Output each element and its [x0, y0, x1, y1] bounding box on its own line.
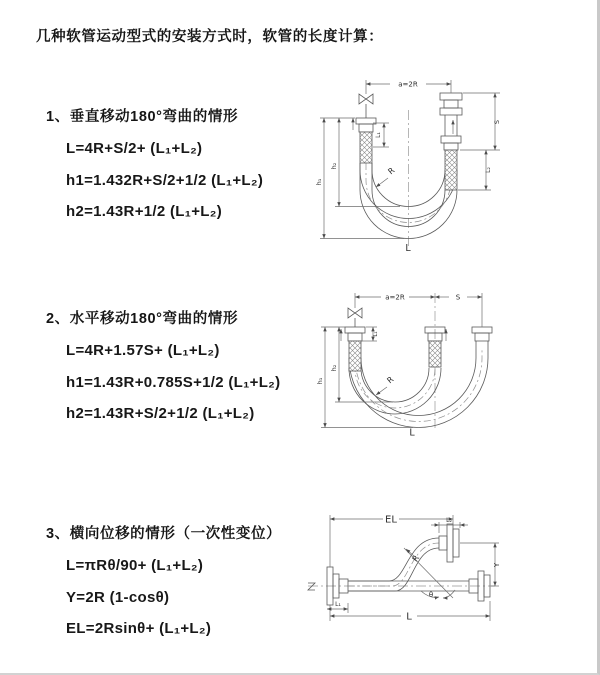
d1-dim-h1-label: h₁: [315, 178, 323, 186]
d1-radius-label: R: [386, 165, 397, 177]
valve-icon: [359, 94, 373, 104]
d2-right-pipe: [472, 327, 492, 349]
section-1-heading: 1、垂直移动180°弯曲的情形: [46, 109, 239, 125]
d2-dim-a2r-label: a=2R: [385, 293, 405, 302]
d1-dimensions: [320, 80, 500, 239]
pipe-break-icon: [308, 583, 315, 590]
formula-L: L=4R+S/2+ (L₁+L₂): [66, 140, 203, 158]
d2-radius-label: R: [385, 374, 396, 386]
d2-middle-pipe: [425, 327, 445, 367]
section-2-formulas: [66, 335, 280, 430]
d1-length-label: L: [405, 243, 411, 254]
section-1-formulas: [66, 133, 263, 228]
valve-icon: [348, 308, 362, 318]
d3-dim-el-label: EL: [385, 514, 397, 526]
d1-right-pipe: [440, 93, 462, 190]
formula-h2: h2=1.43R+S/2+1/2 (L₁+L₂): [66, 405, 255, 423]
formula-h1: h1=1.43R+0.785S+1/2 (L₁+L₂): [66, 373, 281, 391]
d3-dim-l2-label: L₂: [446, 517, 452, 524]
diagram-vertical-180-bend: [312, 70, 537, 260]
section-3-heading: 3、横向位移的情形（一次性变位）: [46, 526, 282, 542]
formula-h1: h1=1.432R+S/2+1/2 (L₁+L₂): [66, 171, 264, 189]
d1-dim-a2r-label: a=2R: [398, 80, 418, 89]
d2-dim-s-label: S: [455, 293, 461, 302]
d2-hose-arcs: [349, 349, 488, 428]
d3-angle-label: θ: [428, 591, 434, 599]
d1-left-pipe: [356, 94, 376, 163]
d1-dim-l1-label: L₁: [375, 132, 382, 138]
section-3-formulas: [66, 550, 281, 645]
d2-length-label: L: [409, 427, 415, 438]
d2-left-pipe: [345, 308, 365, 371]
formula-L: L=πRθ/90+ (L₁+L₂): [66, 557, 204, 575]
diagram-horizontal-180-bend: [315, 283, 600, 438]
section-horizontal-movement: [46, 307, 280, 430]
d2-dimensions: [321, 293, 482, 428]
d3-dim-l-label: L: [406, 611, 412, 623]
d3-dim-y-label: Y: [493, 562, 501, 568]
diagram-lateral-displacement: [303, 495, 598, 655]
d2-dim-h2-label: h₂: [330, 364, 338, 372]
formula-Y: Y=2R (1-cosθ): [66, 588, 170, 606]
section-vertical-movement: [46, 105, 263, 228]
d1-labels: [315, 81, 501, 255]
formula-EL: EL=2Rsinθ+ (L₁+L₂): [66, 620, 212, 638]
formula-L: L=4R+1.57S+ (L₁+L₂): [66, 342, 220, 360]
d2-dim-l1-label: L₁: [373, 331, 379, 337]
d1-dim-s-label: S: [493, 119, 501, 125]
formula-h2: h2=1.43R+1/2 (L₁+L₂): [66, 203, 223, 221]
d1-dim-h2-label: h₂: [330, 162, 338, 170]
d3-radius-label: R: [410, 553, 422, 564]
page-title: 几种软管运动型式的安装方式时，软管的长度计算：: [36, 29, 384, 45]
d1-dim-l2-label: L₂: [485, 167, 492, 173]
section-2-heading: 2、水平移动180°弯曲的情形: [46, 311, 239, 327]
d3-dimensions: [327, 515, 499, 621]
section-lateral-displacement: [46, 522, 281, 645]
d3-dim-l1-label: L₁: [335, 601, 341, 608]
d3-labels: [335, 515, 501, 623]
d2-dim-h1-label: h₁: [316, 377, 324, 385]
